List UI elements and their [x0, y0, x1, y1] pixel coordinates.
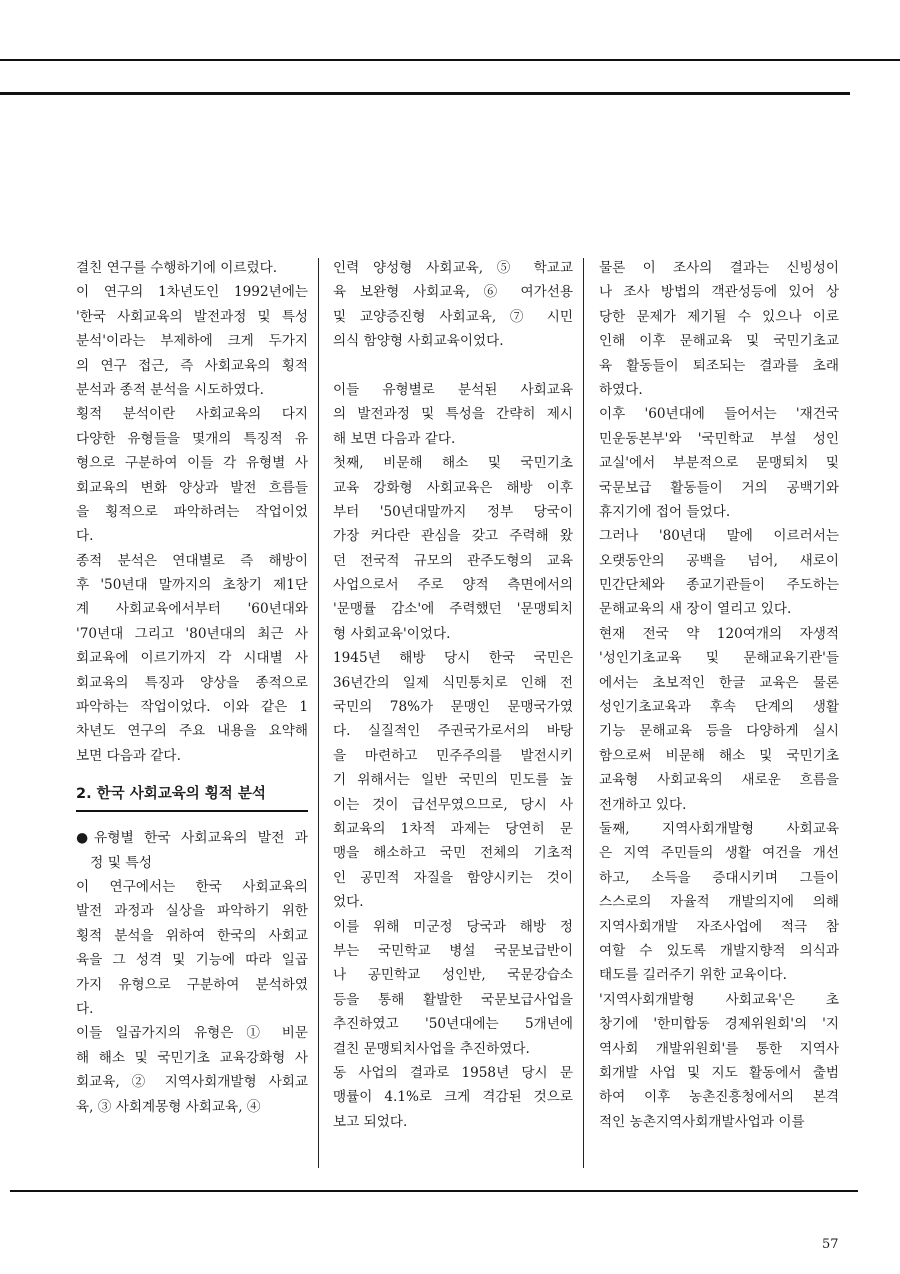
text-line: 해 해소 및 국민기초 교육강화형 사 [76, 1049, 308, 1066]
text-line: 함으로써 비문해 해소 및 국민기초 [599, 747, 839, 764]
column-divider [583, 258, 584, 1168]
text-line: '70년대 그리고 '80년대의 최근 사 [76, 625, 308, 642]
text-line: 교실'에서 부분적으로 문맹퇴치 및 [599, 455, 839, 472]
column-1 [76, 256, 308, 1119]
text-line: 이후 '60년대에 들어서는 '재건국 [599, 406, 839, 423]
text-line: 을 마련하고 민주주의를 발전시키 [333, 747, 573, 764]
text-line: 가장 커다란 관심을 갖고 주력해 왔 [333, 528, 573, 545]
text-line: 회개발 사업 및 지도 활동에서 출범 [599, 1064, 839, 1081]
text-line: 회교육의 변화 양상과 발전 흐름들 [76, 479, 308, 496]
text-line: 민간단체와 종교기관들이 주도하는 [599, 577, 839, 594]
text-line: 스스로의 자율적 개발의지에 의해 [599, 894, 839, 911]
text-line: 횡적 분석이란 사회교육의 다지 [76, 406, 308, 423]
text-line: 하였다. [599, 381, 643, 398]
text-line: 현재 전국 약 120여개의 자생적 [599, 625, 839, 642]
text-line: 다양한 유형들을 몇개의 특징적 유 [76, 430, 308, 447]
subhead-line: ●유형별 한국 사회교육의 발전 과 [76, 830, 308, 847]
text-line: '성인기초교육 및 문해교육기관'들 [599, 650, 839, 667]
text-line: 분석과 종적 분석을 시도하였다. [76, 381, 264, 398]
text-line: 발전 과정과 실상을 파악하기 위한 [76, 903, 308, 920]
text-line: 의 발전과정 및 특성을 간략히 제시 [333, 406, 573, 423]
text-line: 기능 문해교육 등을 다양하게 실시 [599, 723, 839, 740]
text-line: 해 보면 다음과 같다. [333, 430, 456, 447]
text-line: 맹률이 4.1%로 크게 격감된 것으로 [333, 1089, 573, 1106]
column-1-paragraphs-2 [76, 875, 308, 1119]
text-line: 의식 함양형 사회교육이었다. [333, 333, 504, 350]
text-line: 의 연구 접근, 즉 사회교육의 횡적 [76, 357, 308, 374]
text-line: 물론 이 조사의 결과는 신빙성이 [599, 260, 839, 276]
text-line: 인력 양성형 사회교육, ⑤ 학교교 [333, 260, 573, 276]
text-line: 육, ③ 사회계몽형 사회교육, ④ [76, 1098, 261, 1115]
text-line: 등을 통해 활발한 국문보급사업을 [333, 991, 573, 1008]
text-line: 이를 위해 미군정 당국과 해방 정 [333, 918, 573, 935]
text-line: '지역사회개발형 사회교육'은 초 [599, 991, 839, 1008]
bottom-rule [10, 1190, 858, 1192]
text-line: 보고 되었다. [333, 1113, 408, 1130]
text-line: 결친 연구를 수행하기에 이르렀다. [76, 260, 278, 276]
text-line: 파악하는 작업이었다. 이와 같은 1 [76, 699, 308, 716]
text-line: 다. 실질적인 주권국가로서의 바탕 [333, 723, 573, 740]
text-line: 회교육의 특징과 양상을 종적으로 [76, 674, 308, 691]
text-line: 을 횡적으로 파악하려는 작업이었 [76, 503, 308, 520]
text-line: 인해 이후 문해교육 및 국민기초교 [599, 333, 839, 350]
page-number: 57 [822, 1237, 839, 1252]
text-line: 다. [76, 528, 94, 545]
text-line: 성인기초교육과 후속 단계의 생활 [599, 699, 839, 716]
text-line: 당한 문제가 제기될 수 있으나 이로 [599, 308, 839, 325]
text-line: '문맹률 감소'에 주력했던 '문맹퇴치 [333, 601, 573, 618]
text-line: 사업으로서 주로 양적 측면에서의 [333, 577, 573, 594]
top-rule-thick [0, 92, 850, 95]
text-line: 하고, 소득을 증대시키며 그들이 [599, 869, 839, 886]
text-line: 이 연구에서는 한국 사회교육의 [76, 878, 308, 895]
subhead-line: 정 및 특성 [90, 854, 153, 871]
column-2-paragraphs [333, 256, 573, 1134]
text-line: 보면 다음과 같다. [76, 747, 181, 764]
text-line: 분석'이라는 부제하에 크게 두가지 [76, 333, 308, 350]
text-line: 그러나 '80년대 말에 이르러서는 [599, 528, 839, 545]
text-line: 형으로 구분하여 이들 각 유형별 사 [76, 455, 308, 472]
text-line: 회교육, ② 지역사회개발형 사회교 [76, 1074, 308, 1091]
text-line: 다. [76, 1000, 94, 1017]
text-line: 부터 '50년대말까지 정부 당국이 [333, 503, 573, 520]
text-line: 및 교양증진형 사회교육, ⑦ 시민 [333, 308, 573, 325]
text-line: 이들 일곱가지의 유형은 ① 비문 [76, 1025, 308, 1042]
text-line: 이들 유형별로 분석된 사회교육 [333, 381, 573, 398]
column-2 [333, 256, 573, 1134]
text-line: 육 활동들이 퇴조되는 결과를 초래 [599, 357, 839, 374]
text-line: 동 사업의 결과로 1958년 당시 문 [333, 1064, 573, 1081]
text-line: 민운동본부'와 '국민학교 부설 성인 [599, 430, 839, 447]
text-line: 1945년 해방 당시 한국 국민은 [333, 650, 573, 667]
text-line: 지역사회개발 자조사업에 적극 참 [599, 918, 839, 935]
text-line [333, 354, 573, 378]
text-line: 교육형 사회교육의 새로운 흐름을 [599, 772, 839, 789]
text-line: 횡적 분석을 위하여 한국의 사회교 [76, 927, 308, 944]
column-3-paragraphs [599, 256, 839, 1134]
text-line: 휴지기에 접어 들었다. [599, 503, 731, 520]
text-line: 첫째, 비문해 해소 및 국민기초 [333, 455, 573, 472]
text-line: 차년도 연구의 주요 내용을 요약해 [76, 723, 308, 740]
text-line: 결친 문맹퇴치사업을 추진하였다. [333, 1040, 530, 1057]
section-title: 2. 한국 사회교육의 횡적 분석 [76, 778, 308, 812]
top-rule [0, 59, 900, 61]
text-line: 은 지역 주민들의 생활 여건을 개선 [599, 845, 839, 862]
text-line: 추진하였고 '50년대에는 5개년에 [333, 1016, 573, 1033]
text-line: 이는 것이 급선무였으므로, 당시 사 [333, 796, 573, 813]
text-line: 문해교육의 새 장이 열리고 있다. [599, 601, 792, 618]
text-line: 가지 유형으로 구분하여 분석하였 [76, 976, 308, 993]
text-line: 었다. [333, 894, 364, 911]
text-line: 역사회 개발위원회'를 통한 지역사 [599, 1040, 839, 1057]
text-line: 육을 그 성격 및 기능에 따라 일곱 [76, 952, 308, 969]
text-line: 회교육의 1차적 과제는 당연히 문 [333, 820, 573, 837]
text-line: 이 연구의 1차년도인 1992년에는 [76, 284, 308, 301]
text-line: 국문보급 활동들이 거의 공백기와 [599, 479, 839, 496]
text-line: 나 공민학교 성인반, 국문강습소 [333, 967, 573, 984]
text-line: 하여 이후 농촌진흥청에서의 본격 [599, 1089, 839, 1106]
text-line: 적인 농촌지역사회개발사업과 이를 [599, 1113, 805, 1130]
text-line: 부는 국민학교 병설 국문보급반이 [333, 942, 573, 959]
text-line: 창기에 '한미합동 경제위원회'의 '지 [599, 1016, 839, 1033]
text-line: 인 공민적 자질을 함양시키는 것이 [333, 869, 573, 886]
text-line: 던 전국적 규모의 관주도형의 교육 [333, 552, 573, 569]
column-1-paragraphs [76, 256, 308, 768]
text-line: 둘째, 지역사회개발형 사회교육 [599, 820, 839, 837]
column-divider [318, 258, 319, 1168]
text-line: 오랫동안의 공백을 넘어, 새로이 [599, 552, 839, 569]
text-line: '한국 사회교육의 발전과정 및 특성 [76, 308, 308, 325]
text-line: 교육 강화형 사회교육은 해방 이후 [333, 479, 573, 496]
text-line: 기 위해서는 일반 국민의 민도를 높 [333, 772, 573, 789]
text-line: 육 보완형 사회교육, ⑥ 여가선용 [333, 284, 573, 301]
text-line: 회교육에 이르기까지 각 시대별 사 [76, 650, 308, 667]
column-3 [599, 256, 839, 1134]
text-line: 맹을 해소하고 국민 전체의 기초적 [333, 845, 573, 862]
text-line: 전개하고 있다. [599, 796, 687, 813]
text-line: 나 조사 방법의 객관성등에 있어 상 [599, 284, 839, 301]
text-line: 여할 수 있도록 개발지향적 의식과 [599, 942, 839, 959]
text-line: 종적 분석은 연대별로 즉 해방이 [76, 552, 308, 569]
text-line: 에서는 초보적인 한글 교육은 물론 [599, 674, 839, 691]
text-line: 후 '50년대 말까지의 초창기 제1단 [76, 577, 308, 594]
text-line: 태도를 길러주기 위한 교육이다. [599, 967, 787, 984]
text-line: 국민의 78%가 문맹인 문맹국가였 [333, 699, 573, 716]
text-line: 형 사회교육'이었다. [333, 625, 451, 642]
text-line: 계 사회교육에서부터 '60년대와 [76, 601, 308, 618]
text-line: 36년간의 일제 식민통치로 인해 전 [333, 674, 573, 691]
